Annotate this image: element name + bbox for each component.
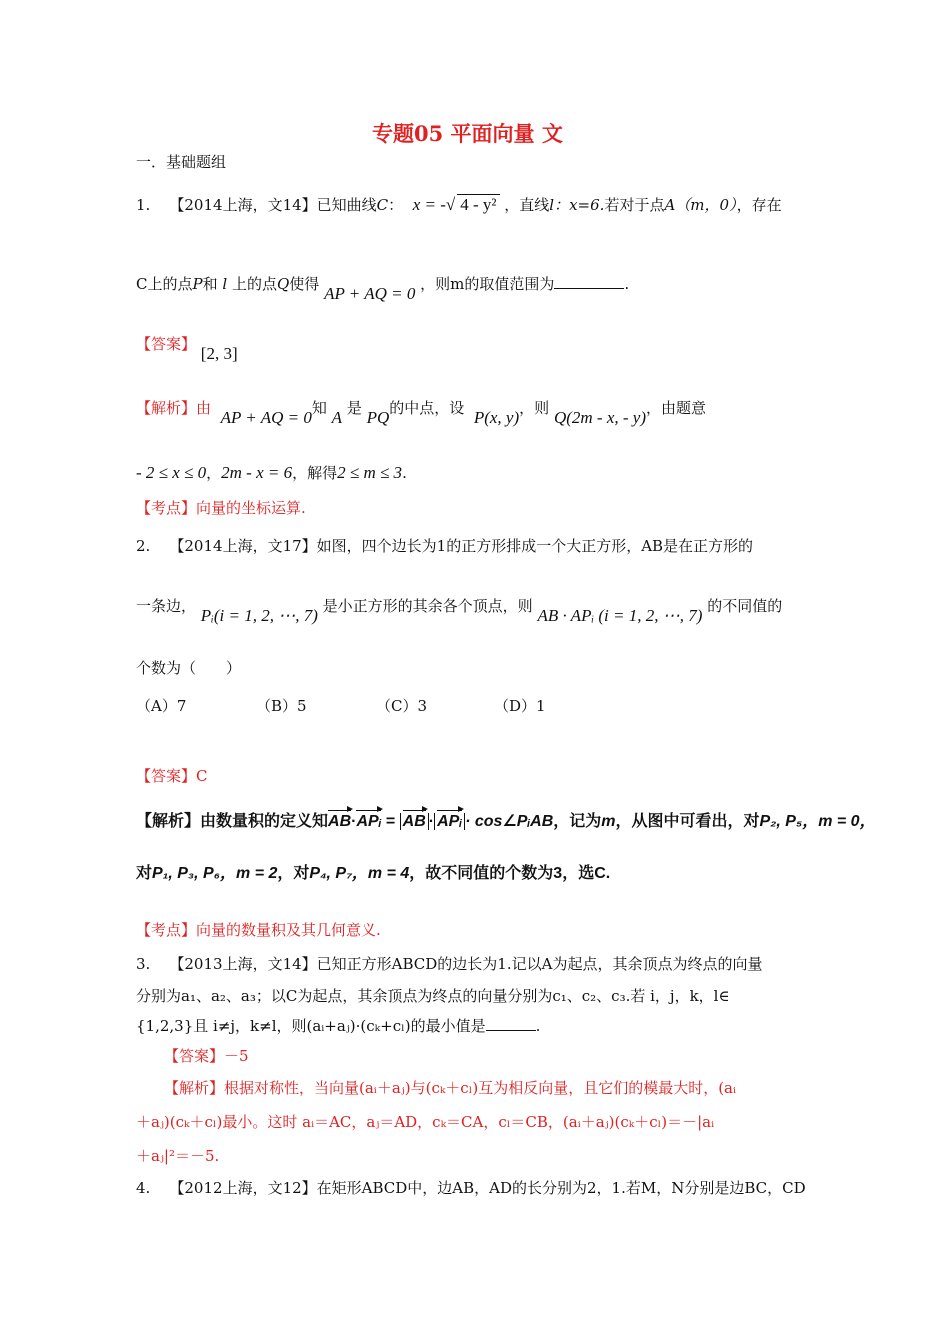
q3-line3	[136, 1016, 540, 1036]
q1-answer-label: 【答案】	[136, 335, 197, 353]
q3-line1	[136, 954, 762, 974]
q1-p: P	[192, 275, 203, 293]
q3-number: 3.	[136, 955, 151, 973]
q2-cos: · cos∠PᵢAB	[465, 813, 554, 830]
q2-option-b: （B）5	[256, 697, 307, 715]
q1-analysis-line1	[136, 398, 707, 427]
q1-line2	[136, 274, 630, 303]
q1-text-a: 已知曲线	[316, 196, 377, 214]
q1-an-eq: 2m - x = 6	[221, 463, 293, 482]
q3-line2: 分别为a₁、a₂、a₃；以C为起点，其余顶点为终点的向量分别为c₁、c₂、c₃.若 i，j，k，l∈	[136, 987, 730, 1005]
q2-p136: P₁, P₃, P₆	[152, 865, 221, 882]
q2-vec-ab: AB	[328, 813, 352, 830]
q2-number: 2.	[136, 537, 151, 555]
q2-abs-ab-text: AB	[402, 813, 426, 830]
q2-line3: 个数为（ ）	[136, 659, 242, 677]
q2-an-3: ，从图中可看出，对	[615, 813, 760, 830]
q2-p25: P₂, P₅	[759, 813, 803, 830]
q1-text-d: ，存在	[736, 196, 782, 214]
q4-source: 【2012上海，文12】	[169, 1179, 317, 1197]
q3-line3-end: .	[535, 1017, 541, 1035]
q1-sqrt-sign: √	[445, 195, 456, 214]
q1-an-6: ，由题意	[646, 399, 707, 417]
q2-an-1: 由数量积的定义知	[200, 813, 329, 830]
q4-text: 在矩形ABCD中，边AB，AD的长分别为2，1.若M，N分别是边BC，CD	[316, 1179, 806, 1197]
q1-line2-end: .	[624, 275, 630, 293]
q1-analysis-line2	[136, 463, 407, 483]
q2-m0: ，m = 0，	[802, 813, 876, 830]
q2-option-d: （D）1	[494, 697, 546, 715]
q1-line2-e: ，则m的取值范围为	[420, 275, 555, 293]
q2-pi: Pᵢ(i = 1, 2, ⋯, 7)	[200, 606, 318, 625]
section-heading: 一．基础题组	[136, 153, 227, 171]
q2-line2	[136, 596, 783, 625]
q1-curve: C	[376, 196, 389, 214]
q1-an-2: 知	[311, 399, 327, 417]
q3-line3-a: {1,2,3}且 i≠j，k≠l，则(aᵢ+aⱼ)·(cₖ+cₗ)的最小值是	[136, 1017, 486, 1035]
q2-analysis-line2	[136, 864, 610, 884]
q1-an-range-x: - 2 ≤ x ≤ 0	[136, 463, 207, 482]
q2-abs-api-text: APᵢ	[437, 813, 463, 830]
q2-m: m	[601, 813, 616, 830]
q1-an-q: Q(2m - x, - y)	[553, 408, 646, 427]
q1-an-a: A	[331, 408, 343, 427]
q2-kp-label: 【考点】	[136, 921, 197, 939]
q3-source: 【2013上海，文14】	[169, 955, 317, 973]
q1-answer-row	[136, 334, 238, 363]
q1-radicand: 4 - y²	[457, 194, 499, 215]
q3-answer-label: 【答案】	[164, 1047, 225, 1065]
q1-line2-d: 使得	[289, 275, 320, 293]
q1-an-1: 由	[196, 399, 212, 417]
q1-text-b: ，直线	[504, 196, 550, 214]
q2-m4: ，m = 4	[351, 865, 410, 882]
q1-an-p: P(x, y)	[473, 408, 520, 427]
q1-an-range-m: 2 ≤ m ≤ 3	[337, 463, 403, 482]
q1-an-solve: ，解得	[292, 464, 338, 482]
q1-l: l	[222, 275, 228, 293]
q3-an-line1: 根据对称性，当向量(aᵢ＋aⱼ)与(cₖ＋cₗ)互为相反向量，且它们的模最大时，(aᵢ	[224, 1079, 737, 1097]
q1-line1: 1. 【2014上海，文14】已知曲线C： x = -√ 4 - y² ，直线l：x=6.若对于点A（m，0），存在	[136, 195, 782, 214]
q1-an-period: .	[402, 464, 407, 482]
q1-an-4: 的中点，设	[389, 399, 465, 417]
q1-line2-b: 和	[202, 275, 218, 293]
q2-option-c: （C）3	[376, 697, 428, 715]
q2-source: 【2014上海，文17】	[169, 537, 317, 555]
q1-text-c: 若对于点	[604, 196, 665, 214]
q2-answer: C	[196, 767, 208, 785]
q1-q: Q	[276, 275, 290, 293]
q3-analysis-line3: ＋aⱼ|²＝－5.	[136, 1147, 220, 1165]
q1-knowledge-point	[136, 498, 306, 518]
page-title: 专题05 平面向量 文	[372, 121, 563, 146]
q1-source: 【2014上海，文14】	[169, 196, 317, 214]
q1-line2-a: C上的点	[136, 275, 193, 293]
q2-an-line2-b: ，对	[277, 865, 310, 882]
q2-knowledge-point	[136, 920, 381, 940]
q3-analysis-line1	[164, 1078, 736, 1098]
q2-line2-c: 的不同值的	[707, 597, 783, 615]
q2-abs-ab	[400, 813, 429, 830]
q2-text: 如图，四个边长为1的正方形排成一个大正方形，AB是在正方形的	[316, 537, 754, 555]
q1-an-5: ，则	[519, 399, 550, 417]
q2-m2: ，m = 2	[220, 865, 278, 882]
q1-kp: 向量的坐标运算.	[196, 499, 306, 517]
q1-line-l: l：x=6.	[549, 196, 605, 214]
q2-line2-a: 一条边，	[136, 597, 197, 615]
q1-point-a: A（m，0）	[664, 196, 737, 214]
q2-an-line2-c: ，故不同值的个数为3，选C.	[409, 865, 611, 882]
q2-vec-api: APᵢ	[356, 813, 382, 830]
q2-option-a: （A）7	[136, 697, 187, 715]
q3-analysis-line2: ＋aⱼ)(cₖ＋cₗ)最小。这时 aᵢ＝AC，aⱼ＝AD，cₖ＝CA，cₗ＝CB，(aᵢ＋aⱼ)(cₖ＋cₗ)＝－|aᵢ	[136, 1113, 715, 1131]
q1-an-comma: ，	[206, 464, 222, 482]
q2-line1	[136, 536, 753, 556]
q1-answer-blank	[554, 274, 624, 289]
q1-an-cond: AP + AQ = 0	[220, 408, 312, 427]
q2-analysis-line1: 【解析】由数量积的定义知AB·APᵢ = AB · APᵢ · cos∠PᵢAB，记为m，从图中可看出，对P₂, P₅，m = 0，	[136, 813, 876, 830]
q1-number: 1.	[136, 196, 151, 214]
q1-equation: x = -	[412, 195, 446, 214]
q4-line1	[136, 1178, 806, 1198]
q3-answer-blank	[486, 1016, 536, 1031]
q1-an-pq: PQ	[366, 408, 390, 427]
q2-line2-b: 是小正方形的其余各个顶点，则	[322, 597, 533, 615]
q3-line1-text: 已知正方形ABCD的边长为1.记以A为起点，其余顶点为终点的向量	[316, 955, 763, 973]
q2-an-2: ，记为	[553, 813, 602, 830]
q2-analysis-label: 【解析】	[136, 813, 201, 830]
q3-analysis-label: 【解析】	[164, 1079, 225, 1097]
q1-analysis-label: 【解析】	[136, 399, 197, 417]
q1-answer: [2, 3]	[200, 344, 238, 363]
q4-number: 4.	[136, 1179, 151, 1197]
q2-kp: 向量的数量积及其几何意义.	[196, 921, 381, 939]
q2-p47: P₄, P₇	[309, 865, 352, 882]
q2-an-line2-a: 对	[136, 865, 153, 882]
q3-answer-row	[164, 1046, 249, 1066]
q1-line2-c: 上的点	[231, 275, 277, 293]
q1-an-3: 是	[346, 399, 362, 417]
q1-kp-label: 【考点】	[136, 499, 197, 517]
q2-abs-api	[434, 813, 465, 830]
q2-answer-row	[136, 766, 208, 786]
q2-answer-label: 【答案】	[136, 767, 197, 785]
q2-dot-product: AB · APᵢ (i = 1, 2, ⋯, 7)	[537, 606, 703, 625]
q3-answer: －5	[224, 1047, 249, 1065]
q1-condition: AP + AQ = 0	[324, 284, 416, 303]
